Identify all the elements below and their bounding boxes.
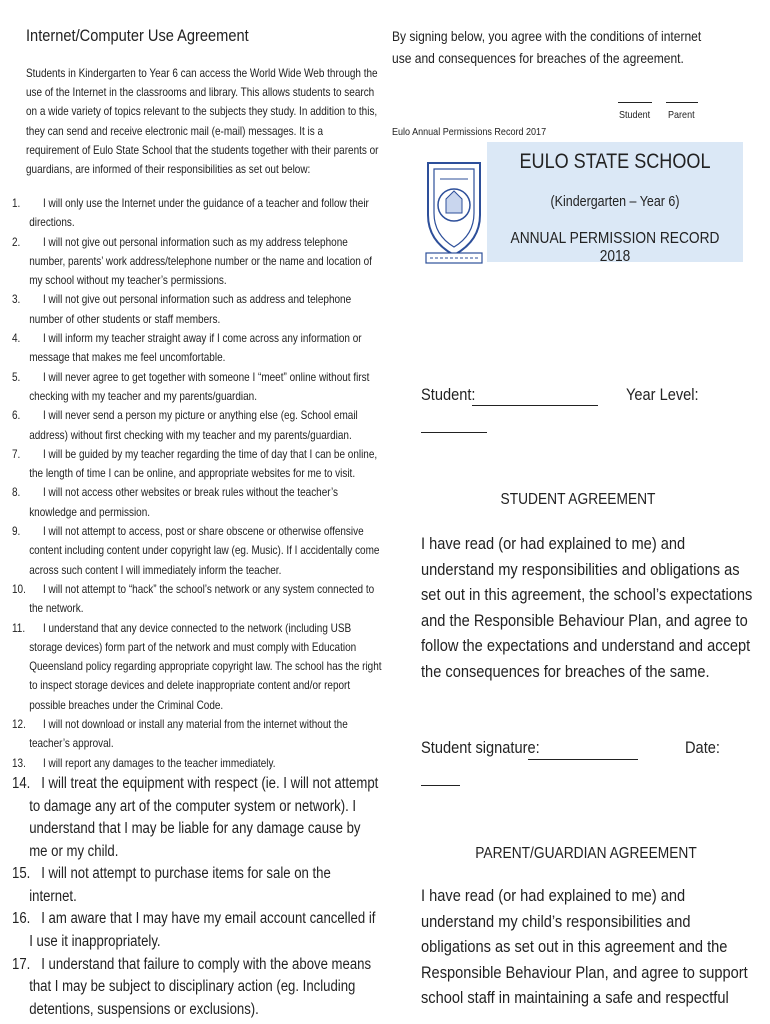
- rule-number: 17.: [12, 955, 31, 973]
- rule-text: I will treat the equipment with respect (ie. I will not attempt to damage any art of the computer system or network). I understand that I may be liable for any damage cause by me or my child.: [29, 774, 379, 860]
- rule-text: I am aware that I may have my email account cancelled if I use it inappropriately.: [29, 910, 376, 951]
- rule-text: I will inform my teacher straight away if I come across any information or message that makes me feel uncomfortable.: [29, 332, 362, 365]
- school-banner: [487, 142, 743, 265]
- rule-number: 7.: [12, 447, 21, 461]
- rule-text: I will not access other websites or break rules without the teacher’s knowledge and permission.: [29, 486, 338, 519]
- school-crest-icon: [420, 155, 488, 267]
- school-grades: (Kindergarten – Year 6): [550, 194, 680, 210]
- rule-item: [12, 329, 382, 368]
- parent-agreement-heading: PARENT/GUARDIAN AGREEMENT: [475, 845, 697, 862]
- student-initial-line[interactable]: [618, 102, 652, 103]
- rule-text: I will not give out personal information such as address and telephone number of other students or staff members.: [29, 293, 352, 326]
- rule-number: 15.: [12, 865, 31, 883]
- rule-item: [12, 619, 382, 715]
- rule-number: 9.: [12, 525, 21, 539]
- signing-notice: By signing below, you agree with the conditions of internet use and consequences for breaches of the agreement.: [392, 28, 702, 66]
- rule-number: 4.: [12, 332, 21, 346]
- date-line[interactable]: [421, 785, 460, 786]
- student-signature-label: Student signature:: [421, 738, 540, 757]
- rule-number: 14.: [12, 774, 31, 792]
- permission-record-title: ANNUAL PERMISSION RECORD 2018: [510, 230, 720, 265]
- rule-number: 3.: [12, 293, 21, 307]
- rule-text: I will not attempt to “hack” the school’s network or any system connected to the network.: [29, 582, 375, 616]
- rule-number: 11.: [12, 621, 26, 635]
- rule-number: 8.: [12, 486, 21, 500]
- rule-number: 5.: [12, 370, 21, 384]
- rule-item: [12, 863, 382, 908]
- student-initial-label: Student: [619, 109, 651, 121]
- rule-number: 10.: [12, 582, 26, 596]
- rule-item: [12, 580, 382, 619]
- rule-item: [12, 522, 382, 580]
- school-name: EULO STATE SCHOOL: [519, 150, 711, 173]
- year-level-field-label: Year Level:: [626, 385, 699, 404]
- rule-text: I will be guided by my teacher regarding the time of day that I can be online, the length of time I can be online, and appropriate websites for me to visit.: [29, 447, 378, 481]
- parent-agreement-text: I have read (or had explained to me) and understand my child’s responsibilities and obligations as set out in this agreement and the Responsible Behaviour Plan, and agree to support school staff in maintaining a safe and respectful: [421, 886, 748, 1008]
- rule-item: [12, 773, 382, 863]
- rule-number: 6.: [12, 409, 21, 423]
- rule-item: [12, 368, 382, 407]
- rule-text: I will not attempt to access, post or share obscene or otherwise offensive content including content under copyright law (eg. Music). If I accidentally come across such content I will immediately inform the teacher.: [29, 525, 380, 577]
- parent-initial-line[interactable]: [666, 102, 698, 103]
- rule-number: 16.: [12, 910, 31, 928]
- intro-paragraph: Students in Kindergarten to Year 6 can access the World Wide Web through the use of the Internet in the classrooms and library. This allows students to search on a wide variety of topics relevant to the subjects they study. In addition to this, they can send and receive electronic mail (e-mail) messages. It is a requirement of Eulo State School that the students together with their parents or guardians, are informed of their responsibilities as set out below:: [26, 67, 379, 177]
- rule-text: I will not download or install any material from the internet without the teacher’s approval.: [29, 718, 348, 751]
- rule-text: I will not attempt to purchase items for sale on the internet.: [29, 865, 331, 905]
- rule-text: I will not give out personal information such as my address telephone number, parents’ work address/telephone number or the name and location of my school without my teacher’s permissions.: [29, 235, 372, 288]
- rule-item: [12, 233, 382, 291]
- rule-text: I will never agree to get together with someone I “meet” online without first checking with my teacher and my parents/guardian.: [29, 370, 370, 403]
- rule-text: I will only use the Internet under the guidance of a teacher and follow their directions.: [29, 197, 369, 230]
- parent-initial-label: Parent: [668, 109, 695, 121]
- student-agreement-text: I have read (or had explained to me) and understand my responsibilities and obligations as set out in this agreement, the school’s expectations and the Responsible Behaviour Plan, and agree to follow the expectations and understand and accept the consequences for breaches of the same.: [421, 534, 753, 681]
- rule-text: I will never send a person my picture or anything else (eg. School email address) without first checking with my teacher and my parents/guardian.: [29, 409, 358, 442]
- record-label: Eulo Annual Permissions Record 2017: [392, 126, 547, 138]
- rule-number: 13.: [12, 756, 26, 770]
- rule-item: [12, 754, 382, 773]
- rule-number: 2.: [12, 235, 21, 249]
- rule-item: [12, 483, 382, 522]
- rule-text: I will report any damages to the teacher immediately.: [42, 756, 276, 770]
- date-label: Date:: [685, 738, 720, 757]
- rule-number: 12.: [12, 718, 26, 732]
- student-field-label: Student:: [421, 385, 476, 404]
- student-name-line[interactable]: [472, 405, 598, 406]
- rules-list: [12, 194, 382, 1021]
- rule-text: I understand that any device connected to the network (including USB storage devices) form part of the network and must comply with Education Queensland policy regarding appropriate copyright law. The school has the right to inspect storage devices and delete inappropriate content and/or report possible breaches under the Criminal Code.: [29, 621, 382, 712]
- rule-item: [12, 908, 382, 953]
- rule-item: [12, 445, 382, 484]
- rule-item: [12, 290, 382, 329]
- rule-item: [12, 954, 382, 1022]
- student-signature-line[interactable]: [528, 759, 638, 760]
- rule-item: [12, 406, 382, 445]
- student-agreement-heading: STUDENT AGREEMENT: [500, 491, 656, 508]
- year-level-line[interactable]: [421, 432, 487, 433]
- rule-item: [12, 194, 382, 233]
- rule-item: [12, 715, 382, 754]
- rule-text: I understand that failure to comply with the above means that I may be subject to disciplinary action (eg. Including detentions, suspensions or exclusions).: [29, 955, 372, 1018]
- page-title: Internet/Computer Use Agreement: [26, 26, 249, 45]
- rule-number: 1.: [12, 197, 21, 210]
